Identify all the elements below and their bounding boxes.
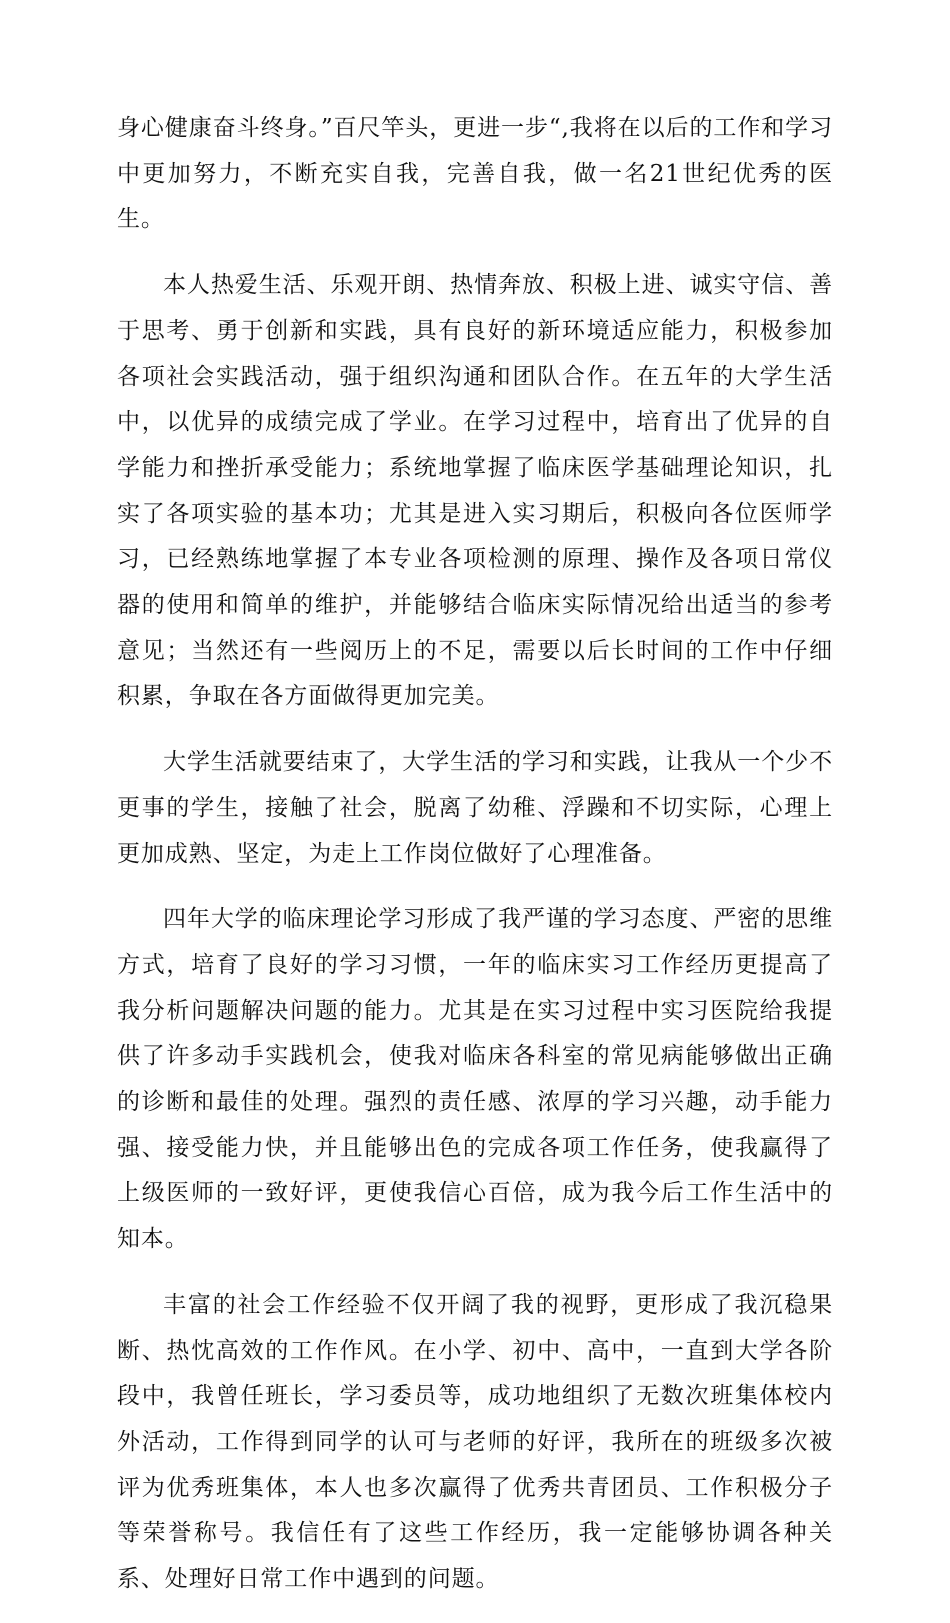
paragraph-3: 大学生活就要结束了，大学生活的学习和实践，让我从一个少不更事的学生，接触了社会，脱离了幼稚、浮躁和不切实际，心理上更加成熟、坚定，为走上工作岗位做好了心理准备。 <box>117 749 833 867</box>
paragraph-1: 身心健康奋斗终身。”百尺竿头，更进一步“,我将在以后的工作和学习中更加努力，不断充实自我，完善自我，做一名21世纪优秀的医生。 <box>117 115 833 233</box>
paragraph-4: 四年大学的临床理论学习形成了我严谨的学习态度、严密的思维方式，培育了良好的学习习惯，一年的临床实习工作经历更提高了我分析问题解决问题的能力。尤其是在实习过程中实习医院给我提供了许多动手实践机会，使我对临床各科室的常见病能够做出正确的诊断和最佳的处理。强烈的责任感、浓厚的学习兴趣，动手能力强、接受能力快，并且能够出色的完成各项工作任务，使我赢得了上级医师的一致好评，更使我信心百倍，成为我今后工作生活中的知本。 <box>117 906 833 1253</box>
paragraph-5: 丰富的社会工作经验不仅开阔了我的视野，更形成了我沉稳果断、热忱高效的工作作风。在小学、初中、高中，一直到大学各阶段中，我曾任班长，学习委员等，成功地组织了无数次班集体校内外活动，工作得到同学的认可与老师的好评，我所在的班级多次被评为优秀班集体，本人也多次赢得了优秀共青团员、工作积极分子等荣誉称号。我信任有了这些工作经历，我一定能够协调各种关系、处理好日常工作中遇到的问题。 <box>117 1291 833 1593</box>
document-body <box>117 106 833 1623</box>
paragraph-2: 本人热爱生活、乐观开朗、热情奔放、积极上进、诚实守信、善于思考、勇于创新和实践，具有良好的新环境适应能力，积极参加各项社会实践活动，强于组织沟通和团队合作。在五年的大学生活中，以优异的成绩完成了学业。在学习过程中，培育出了优异的自学能力和挫折承受能力；系统地掌握了临床医学基础理论知识，扎实了各项实验的基本功；尤其是进入实习期后，积极向各位医师学习，已经熟练地掌握了本专业各项检测的原理、操作及各项日常仪器的使用和简单的维护，并能够结合临床实际情况给出适当的参考意见；当然还有一些阅历上的不足，需要以后长时间的工作中仔细积累，争取在各方面做得更加完美。 <box>117 272 833 710</box>
